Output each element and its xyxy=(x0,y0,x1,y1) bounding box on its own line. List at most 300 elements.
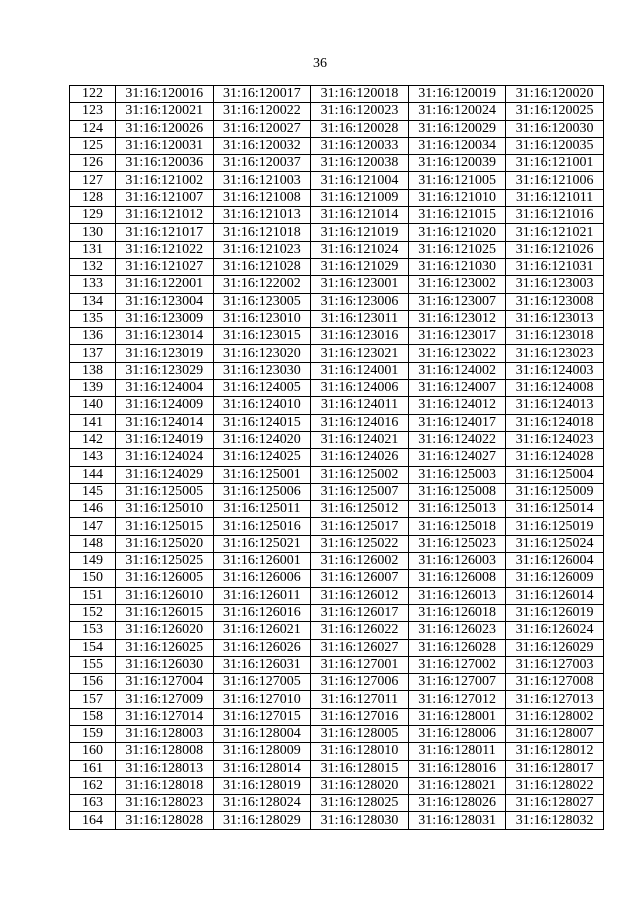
cadastral-number-cell: 31:16:128004 xyxy=(213,725,311,742)
cadastral-number-cell: 31:16:124001 xyxy=(311,362,409,379)
row-number-cell: 138 xyxy=(70,362,116,379)
cadastral-number-cell: 31:16:128029 xyxy=(213,812,311,829)
row-number-cell: 156 xyxy=(70,674,116,691)
cadastral-number-cell: 31:16:127016 xyxy=(311,708,409,725)
row-number-cell: 122 xyxy=(70,86,116,103)
cadastral-number-cell: 31:16:120019 xyxy=(408,86,506,103)
cadastral-number-cell: 31:16:128011 xyxy=(408,743,506,760)
cadastral-number-cell: 31:16:121014 xyxy=(311,207,409,224)
cadastral-number-cell: 31:16:127010 xyxy=(213,691,311,708)
cadastral-number-cell: 31:16:120033 xyxy=(311,137,409,154)
table-row xyxy=(70,777,604,794)
table-row xyxy=(70,362,604,379)
table-row xyxy=(70,622,604,639)
cadastral-number-cell: 31:16:126012 xyxy=(311,587,409,604)
table-row xyxy=(70,449,604,466)
table-row xyxy=(70,743,604,760)
table-row xyxy=(70,466,604,483)
cadastral-number-cell: 31:16:123008 xyxy=(506,293,604,310)
cadastral-number-cell: 31:16:128009 xyxy=(213,743,311,760)
cadastral-number-cell: 31:16:120024 xyxy=(408,103,506,120)
cadastral-number-cell: 31:16:120016 xyxy=(116,86,214,103)
cadastral-number-cell: 31:16:128025 xyxy=(311,795,409,812)
cadastral-number-cell: 31:16:123007 xyxy=(408,293,506,310)
cadastral-number-cell: 31:16:120020 xyxy=(506,86,604,103)
table-row xyxy=(70,570,604,587)
cadastral-number-cell: 31:16:124014 xyxy=(116,414,214,431)
table-row xyxy=(70,103,604,120)
cadastral-number-cell: 31:16:127002 xyxy=(408,656,506,673)
cadastral-number-cell: 31:16:124008 xyxy=(506,380,604,397)
cadastral-number-cell: 31:16:120018 xyxy=(311,86,409,103)
cadastral-number-cell: 31:16:126021 xyxy=(213,622,311,639)
cadastral-number-cell: 31:16:123019 xyxy=(116,345,214,362)
row-number-cell: 141 xyxy=(70,414,116,431)
row-number-cell: 147 xyxy=(70,518,116,535)
table-row xyxy=(70,656,604,673)
cadastral-number-cell: 31:16:121003 xyxy=(213,172,311,189)
table-row xyxy=(70,328,604,345)
cadastral-number-cell: 31:16:121015 xyxy=(408,207,506,224)
cadastral-number-cell: 31:16:128024 xyxy=(213,795,311,812)
cadastral-number-cell: 31:16:124013 xyxy=(506,397,604,414)
cadastral-number-cell: 31:16:123015 xyxy=(213,328,311,345)
cadastral-number-cell: 31:16:124028 xyxy=(506,449,604,466)
cadastral-number-cell: 31:16:121031 xyxy=(506,258,604,275)
row-number-cell: 137 xyxy=(70,345,116,362)
cadastral-number-cell: 31:16:127014 xyxy=(116,708,214,725)
cadastral-number-cell: 31:16:124002 xyxy=(408,362,506,379)
cadastral-number-cell: 31:16:120029 xyxy=(408,120,506,137)
cadastral-number-cell: 31:16:120032 xyxy=(213,137,311,154)
table-row xyxy=(70,276,604,293)
table-row xyxy=(70,414,604,431)
cadastral-number-cell: 31:16:120030 xyxy=(506,120,604,137)
cadastral-number-cell: 31:16:125013 xyxy=(408,501,506,518)
cadastral-number-cell: 31:16:126004 xyxy=(506,553,604,570)
cadastral-number-cell: 31:16:128002 xyxy=(506,708,604,725)
table-row xyxy=(70,708,604,725)
cadastral-number-cell: 31:16:125020 xyxy=(116,535,214,552)
row-number-cell: 142 xyxy=(70,431,116,448)
cadastral-number-cell: 31:16:125006 xyxy=(213,483,311,500)
cadastral-number-cell: 31:16:128022 xyxy=(506,777,604,794)
cadastral-number-cell: 31:16:128010 xyxy=(311,743,409,760)
cadastral-number-cell: 31:16:124005 xyxy=(213,380,311,397)
cadastral-number-cell: 31:16:127013 xyxy=(506,691,604,708)
table-row xyxy=(70,501,604,518)
cadastral-number-cell: 31:16:126020 xyxy=(116,622,214,639)
cadastral-number-cell: 31:16:124003 xyxy=(506,362,604,379)
cadastral-number-cell: 31:16:124009 xyxy=(116,397,214,414)
cadastral-number-cell: 31:16:121025 xyxy=(408,241,506,258)
cadastral-number-cell: 31:16:128031 xyxy=(408,812,506,829)
cadastral-number-cell: 31:16:125010 xyxy=(116,501,214,518)
cadastral-number-cell: 31:16:121018 xyxy=(213,224,311,241)
row-number-cell: 154 xyxy=(70,639,116,656)
cadastral-number-cell: 31:16:125015 xyxy=(116,518,214,535)
cadastral-number-cell: 31:16:126016 xyxy=(213,604,311,621)
table-row xyxy=(70,795,604,812)
table-row xyxy=(70,553,604,570)
cadastral-number-cell: 31:16:123017 xyxy=(408,328,506,345)
cadastral-number-cell: 31:16:125005 xyxy=(116,483,214,500)
cadastral-number-cell: 31:16:125014 xyxy=(506,501,604,518)
cadastral-number-cell: 31:16:128017 xyxy=(506,760,604,777)
cadastral-number-cell: 31:16:128013 xyxy=(116,760,214,777)
cadastral-number-cell: 31:16:126031 xyxy=(213,656,311,673)
cadastral-number-cell: 31:16:126027 xyxy=(311,639,409,656)
cadastral-number-cell: 31:16:128027 xyxy=(506,795,604,812)
row-number-cell: 129 xyxy=(70,207,116,224)
cadastral-number-cell: 31:16:126018 xyxy=(408,604,506,621)
table-row xyxy=(70,380,604,397)
cadastral-number-cell: 31:16:125021 xyxy=(213,535,311,552)
cadastral-number-cell: 31:16:120027 xyxy=(213,120,311,137)
cadastral-number-cell: 31:16:128003 xyxy=(116,725,214,742)
cadastral-number-cell: 31:16:121022 xyxy=(116,241,214,258)
cadastral-number-cell: 31:16:124024 xyxy=(116,449,214,466)
cadastral-number-cell: 31:16:121010 xyxy=(408,189,506,206)
cadastral-number-cell: 31:16:126015 xyxy=(116,604,214,621)
cadastral-number-cell: 31:16:128020 xyxy=(311,777,409,794)
cadastral-number-cell: 31:16:120034 xyxy=(408,137,506,154)
cadastral-number-cell: 31:16:128014 xyxy=(213,760,311,777)
cadastral-number-cell: 31:16:123011 xyxy=(311,310,409,327)
cadastral-number-cell: 31:16:121017 xyxy=(116,224,214,241)
cadastral-number-cell: 31:16:120036 xyxy=(116,155,214,172)
row-number-cell: 155 xyxy=(70,656,116,673)
cadastral-number-cell: 31:16:126001 xyxy=(213,553,311,570)
cadastral-number-cell: 31:16:125016 xyxy=(213,518,311,535)
row-number-cell: 158 xyxy=(70,708,116,725)
row-number-cell: 145 xyxy=(70,483,116,500)
cadastral-number-cell: 31:16:128018 xyxy=(116,777,214,794)
cadastral-number-cell: 31:16:120028 xyxy=(311,120,409,137)
table-body xyxy=(70,86,604,830)
cadastral-number-cell: 31:16:123029 xyxy=(116,362,214,379)
cadastral-number-cell: 31:16:121026 xyxy=(506,241,604,258)
cadastral-number-cell: 31:16:121012 xyxy=(116,207,214,224)
cadastral-number-cell: 31:16:126003 xyxy=(408,553,506,570)
row-number-cell: 125 xyxy=(70,137,116,154)
cadastral-number-cell: 31:16:126024 xyxy=(506,622,604,639)
cadastral-number-cell: 31:16:125002 xyxy=(311,466,409,483)
cadastral-number-cell: 31:16:120031 xyxy=(116,137,214,154)
cadastral-number-cell: 31:16:127007 xyxy=(408,674,506,691)
table-row xyxy=(70,535,604,552)
page-number: 36 xyxy=(313,56,327,71)
row-number-cell: 132 xyxy=(70,258,116,275)
cadastral-number-cell: 31:16:124006 xyxy=(311,380,409,397)
cadastral-number-cell: 31:16:124027 xyxy=(408,449,506,466)
cadastral-number-cell: 31:16:128026 xyxy=(408,795,506,812)
cadastral-number-cell: 31:16:123002 xyxy=(408,276,506,293)
cadastral-number-cell: 31:16:126005 xyxy=(116,570,214,587)
cadastral-number-cell: 31:16:126008 xyxy=(408,570,506,587)
cadastral-number-cell: 31:16:127005 xyxy=(213,674,311,691)
cadastral-number-cell: 31:16:121016 xyxy=(506,207,604,224)
row-number-cell: 152 xyxy=(70,604,116,621)
cadastral-number-cell: 31:16:126010 xyxy=(116,587,214,604)
row-number-cell: 136 xyxy=(70,328,116,345)
cadastral-number-cell: 31:16:125022 xyxy=(311,535,409,552)
cadastral-number-cell: 31:16:120039 xyxy=(408,155,506,172)
cadastral-number-cell: 31:16:120038 xyxy=(311,155,409,172)
cadastral-number-cell: 31:16:128023 xyxy=(116,795,214,812)
cadastral-number-cell: 31:16:126019 xyxy=(506,604,604,621)
cadastral-number-cell: 31:16:125023 xyxy=(408,535,506,552)
cadastral-number-cell: 31:16:121011 xyxy=(506,189,604,206)
row-number-cell: 163 xyxy=(70,795,116,812)
cadastral-number-cell: 31:16:127003 xyxy=(506,656,604,673)
cadastral-number-cell: 31:16:121027 xyxy=(116,258,214,275)
cadastral-number-cell: 31:16:123023 xyxy=(506,345,604,362)
cadastral-number-cell: 31:16:121021 xyxy=(506,224,604,241)
table-row xyxy=(70,483,604,500)
row-number-cell: 151 xyxy=(70,587,116,604)
cadastral-number-cell: 31:16:125001 xyxy=(213,466,311,483)
row-number-cell: 140 xyxy=(70,397,116,414)
table-row xyxy=(70,155,604,172)
table-row xyxy=(70,691,604,708)
cadastral-number-cell: 31:16:128021 xyxy=(408,777,506,794)
cadastral-number-cell: 31:16:121024 xyxy=(311,241,409,258)
table-row xyxy=(70,258,604,275)
row-number-cell: 128 xyxy=(70,189,116,206)
cadastral-number-cell: 31:16:124007 xyxy=(408,380,506,397)
table-row xyxy=(70,172,604,189)
cadastral-number-cell: 31:16:126029 xyxy=(506,639,604,656)
table-row xyxy=(70,518,604,535)
cadastral-number-cell: 31:16:126028 xyxy=(408,639,506,656)
row-number-cell: 143 xyxy=(70,449,116,466)
cadastral-number-cell: 31:16:124021 xyxy=(311,431,409,448)
cadastral-number-cell: 31:16:124023 xyxy=(506,431,604,448)
table-row xyxy=(70,639,604,656)
cadastral-number-cell: 31:16:124025 xyxy=(213,449,311,466)
cadastral-number-cell: 31:16:121001 xyxy=(506,155,604,172)
table-row xyxy=(70,674,604,691)
cadastral-number-cell: 31:16:127006 xyxy=(311,674,409,691)
row-number-cell: 157 xyxy=(70,691,116,708)
table-row xyxy=(70,587,604,604)
cadastral-number-cell: 31:16:124018 xyxy=(506,414,604,431)
cadastral-number-cell: 31:16:121005 xyxy=(408,172,506,189)
cadastral-number-cell: 31:16:123018 xyxy=(506,328,604,345)
row-number-cell: 161 xyxy=(70,760,116,777)
cadastral-number-cell: 31:16:121002 xyxy=(116,172,214,189)
cadastral-number-cell: 31:16:120037 xyxy=(213,155,311,172)
cadastral-number-cell: 31:16:121023 xyxy=(213,241,311,258)
cadastral-number-cell: 31:16:123022 xyxy=(408,345,506,362)
cadastral-number-cell: 31:16:126002 xyxy=(311,553,409,570)
cadastral-number-cell: 31:16:123005 xyxy=(213,293,311,310)
row-number-cell: 146 xyxy=(70,501,116,518)
cadastral-number-cell: 31:16:126017 xyxy=(311,604,409,621)
row-number-cell: 135 xyxy=(70,310,116,327)
cadastral-number-cell: 31:16:123009 xyxy=(116,310,214,327)
cadastral-number-cell: 31:16:126023 xyxy=(408,622,506,639)
cadastral-number-cell: 31:16:124017 xyxy=(408,414,506,431)
cadastral-number-cell: 31:16:123004 xyxy=(116,293,214,310)
cadastral-number-cell: 31:16:120026 xyxy=(116,120,214,137)
row-number-cell: 133 xyxy=(70,276,116,293)
cadastral-number-cell: 31:16:127004 xyxy=(116,674,214,691)
cadastral-number-cell: 31:16:128030 xyxy=(311,812,409,829)
cadastral-numbers-table xyxy=(69,85,604,830)
cadastral-number-cell: 31:16:127009 xyxy=(116,691,214,708)
row-number-cell: 126 xyxy=(70,155,116,172)
cadastral-number-cell: 31:16:125017 xyxy=(311,518,409,535)
row-number-cell: 148 xyxy=(70,535,116,552)
cadastral-number-cell: 31:16:126007 xyxy=(311,570,409,587)
cadastral-number-cell: 31:16:124011 xyxy=(311,397,409,414)
cadastral-number-cell: 31:16:126011 xyxy=(213,587,311,604)
cadastral-number-cell: 31:16:128008 xyxy=(116,743,214,760)
table-row xyxy=(70,345,604,362)
cadastral-number-cell: 31:16:126009 xyxy=(506,570,604,587)
cadastral-number-cell: 31:16:126013 xyxy=(408,587,506,604)
cadastral-number-cell: 31:16:123020 xyxy=(213,345,311,362)
cadastral-number-cell: 31:16:128016 xyxy=(408,760,506,777)
cadastral-number-cell: 31:16:124022 xyxy=(408,431,506,448)
cadastral-number-cell: 31:16:128019 xyxy=(213,777,311,794)
cadastral-number-cell: 31:16:127015 xyxy=(213,708,311,725)
row-number-cell: 124 xyxy=(70,120,116,137)
table-row xyxy=(70,310,604,327)
cadastral-number-cell: 31:16:125012 xyxy=(311,501,409,518)
cadastral-number-cell: 31:16:121028 xyxy=(213,258,311,275)
cadastral-number-cell: 31:16:125018 xyxy=(408,518,506,535)
row-number-cell: 159 xyxy=(70,725,116,742)
cadastral-number-cell: 31:16:125003 xyxy=(408,466,506,483)
cadastral-number-cell: 31:16:126022 xyxy=(311,622,409,639)
table-row xyxy=(70,293,604,310)
cadastral-number-cell: 31:16:127011 xyxy=(311,691,409,708)
cadastral-number-cell: 31:16:124026 xyxy=(311,449,409,466)
cadastral-number-cell: 31:16:120022 xyxy=(213,103,311,120)
table-row xyxy=(70,760,604,777)
cadastral-number-cell: 31:16:128032 xyxy=(506,812,604,829)
cadastral-number-cell: 31:16:121020 xyxy=(408,224,506,241)
cadastral-number-cell: 31:16:121004 xyxy=(311,172,409,189)
cadastral-number-cell: 31:16:123014 xyxy=(116,328,214,345)
cadastral-number-cell: 31:16:126030 xyxy=(116,656,214,673)
row-number-cell: 131 xyxy=(70,241,116,258)
table-row xyxy=(70,224,604,241)
cadastral-number-cell: 31:16:126014 xyxy=(506,587,604,604)
cadastral-number-cell: 31:16:125025 xyxy=(116,553,214,570)
cadastral-number-cell: 31:16:123001 xyxy=(311,276,409,293)
cadastral-number-cell: 31:16:121008 xyxy=(213,189,311,206)
row-number-cell: 150 xyxy=(70,570,116,587)
cadastral-number-cell: 31:16:120021 xyxy=(116,103,214,120)
cadastral-number-cell: 31:16:123021 xyxy=(311,345,409,362)
table-row xyxy=(70,431,604,448)
row-number-cell: 127 xyxy=(70,172,116,189)
cadastral-number-cell: 31:16:125008 xyxy=(408,483,506,500)
cadastral-number-cell: 31:16:125011 xyxy=(213,501,311,518)
cadastral-number-cell: 31:16:127001 xyxy=(311,656,409,673)
cadastral-number-cell: 31:16:128012 xyxy=(506,743,604,760)
row-number-cell: 160 xyxy=(70,743,116,760)
cadastral-number-cell: 31:16:120025 xyxy=(506,103,604,120)
cadastral-number-cell: 31:16:124010 xyxy=(213,397,311,414)
cadastral-number-cell: 31:16:128006 xyxy=(408,725,506,742)
cadastral-number-cell: 31:16:128028 xyxy=(116,812,214,829)
row-number-cell: 153 xyxy=(70,622,116,639)
cadastral-number-cell: 31:16:123010 xyxy=(213,310,311,327)
cadastral-number-cell: 31:16:123016 xyxy=(311,328,409,345)
cadastral-number-cell: 31:16:123030 xyxy=(213,362,311,379)
cadastral-number-cell: 31:16:128007 xyxy=(506,725,604,742)
table-row xyxy=(70,604,604,621)
row-number-cell: 164 xyxy=(70,812,116,829)
cadastral-number-cell: 31:16:121013 xyxy=(213,207,311,224)
cadastral-number-cell: 31:16:126025 xyxy=(116,639,214,656)
table-row xyxy=(70,137,604,154)
cadastral-number-cell: 31:16:124016 xyxy=(311,414,409,431)
cadastral-number-cell: 31:16:123006 xyxy=(311,293,409,310)
cadastral-number-cell: 31:16:127008 xyxy=(506,674,604,691)
table-row xyxy=(70,86,604,103)
row-number-cell: 162 xyxy=(70,777,116,794)
cadastral-number-cell: 31:16:125019 xyxy=(506,518,604,535)
cadastral-number-cell: 31:16:120035 xyxy=(506,137,604,154)
table-row xyxy=(70,725,604,742)
cadastral-number-cell: 31:16:123013 xyxy=(506,310,604,327)
row-number-cell: 139 xyxy=(70,380,116,397)
cadastral-number-cell: 31:16:125004 xyxy=(506,466,604,483)
cadastral-number-cell: 31:16:125009 xyxy=(506,483,604,500)
cadastral-number-cell: 31:16:124019 xyxy=(116,431,214,448)
table-row xyxy=(70,812,604,829)
cadastral-number-cell: 31:16:127012 xyxy=(408,691,506,708)
cadastral-number-cell: 31:16:121030 xyxy=(408,258,506,275)
cadastral-number-cell: 31:16:120017 xyxy=(213,86,311,103)
table-row xyxy=(70,120,604,137)
cadastral-number-cell: 31:16:128001 xyxy=(408,708,506,725)
row-number-cell: 144 xyxy=(70,466,116,483)
table-row xyxy=(70,397,604,414)
row-number-cell: 123 xyxy=(70,103,116,120)
cadastral-number-cell: 31:16:128015 xyxy=(311,760,409,777)
row-number-cell: 134 xyxy=(70,293,116,310)
cadastral-number-cell: 31:16:124012 xyxy=(408,397,506,414)
cadastral-number-cell: 31:16:126026 xyxy=(213,639,311,656)
cadastral-number-cell: 31:16:124015 xyxy=(213,414,311,431)
row-number-cell: 149 xyxy=(70,553,116,570)
row-number-cell: 130 xyxy=(70,224,116,241)
cadastral-number-cell: 31:16:123003 xyxy=(506,276,604,293)
cadastral-number-cell: 31:16:121006 xyxy=(506,172,604,189)
cadastral-number-cell: 31:16:124004 xyxy=(116,380,214,397)
cadastral-number-cell: 31:16:124029 xyxy=(116,466,214,483)
cadastral-number-cell: 31:16:122001 xyxy=(116,276,214,293)
cadastral-number-cell: 31:16:121019 xyxy=(311,224,409,241)
cadastral-number-cell: 31:16:121009 xyxy=(311,189,409,206)
cadastral-number-cell: 31:16:120023 xyxy=(311,103,409,120)
cadastral-number-cell: 31:16:126006 xyxy=(213,570,311,587)
cadastral-number-cell: 31:16:125007 xyxy=(311,483,409,500)
cadastral-number-cell: 31:16:124020 xyxy=(213,431,311,448)
cadastral-number-cell: 31:16:121029 xyxy=(311,258,409,275)
cadastral-number-cell: 31:16:128005 xyxy=(311,725,409,742)
table-row xyxy=(70,241,604,258)
table-row xyxy=(70,207,604,224)
cadastral-number-cell: 31:16:123012 xyxy=(408,310,506,327)
